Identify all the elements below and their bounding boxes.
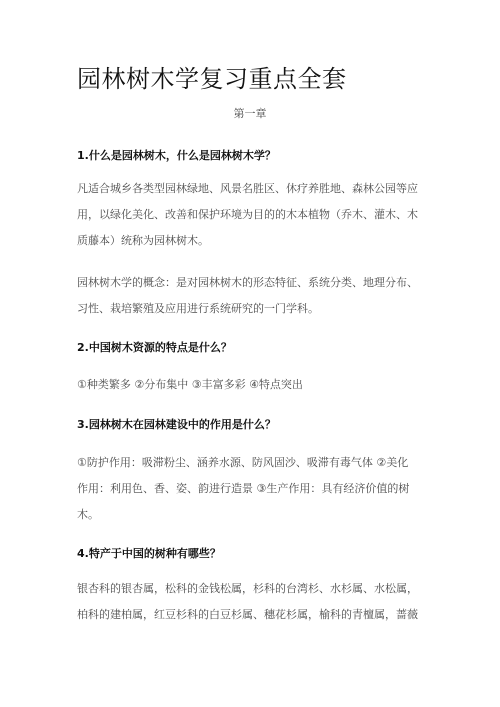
document-title: 园林树木学复习重点全套 bbox=[77, 65, 347, 93]
section-1-paragraph-2 bbox=[77, 270, 437, 322]
paragraph-line: 作用：利用色、香、姿、韵进行造景 ③生产作用：具有经济价值的树 bbox=[77, 482, 410, 495]
section-3-paragraph-1 bbox=[77, 450, 437, 528]
section-heading-3: 3.园林树木在园林建设中的作用是什么？ bbox=[77, 418, 276, 431]
section-heading-4: 4.特产于中国的树种有哪些？ bbox=[77, 547, 221, 560]
paragraph-line: 园林树木学的概念：是对园林树木的形态特征、系统分类、地理分布、 bbox=[77, 276, 418, 289]
section-2-paragraph-1 bbox=[77, 372, 437, 398]
paragraph-line: ①防护作用：吸滞粉尘、涵养水源、防风固沙、吸滞有毒气体 ②美化 bbox=[77, 456, 409, 469]
paragraph-line: 凡适合城乡各类型园林绿地、风景名胜区、休疗养胜地、森林公园等应 bbox=[77, 182, 418, 195]
section-heading-2: 2.中国树木资源的特点是什么？ bbox=[77, 341, 232, 354]
section-heading-1: 1.什么是园林树木，什么是园林树木学？ bbox=[77, 149, 276, 162]
paragraph-line: 质藤本）统称为园林树木。 bbox=[77, 234, 209, 247]
paragraph-line: 柏科的建柏属，红豆杉科的白豆杉属、穗花杉属，榆科的青檀属，蔷薇 bbox=[77, 608, 418, 621]
chapter-label: 第一章 bbox=[233, 107, 267, 120]
paragraph-line: 用，以绿化美化、改善和保护环境为目的的木本植物（乔木、灌木、木 bbox=[77, 208, 418, 221]
paragraph-line: 习性、栽培繁殖及应用进行系统研究的一门学科。 bbox=[77, 302, 319, 315]
paragraph-line: 银杏科的银杏属，松科的金钱松属，杉科的台湾杉、水杉属、水松属， bbox=[77, 582, 418, 595]
section-4-paragraph-1 bbox=[77, 576, 437, 628]
section-1-paragraph-1 bbox=[77, 176, 437, 254]
paragraph-line: ①种类繁多 ②分布集中 ③丰富多彩 ④特点突出 bbox=[77, 378, 303, 391]
paragraph-line: 木。 bbox=[77, 508, 99, 521]
